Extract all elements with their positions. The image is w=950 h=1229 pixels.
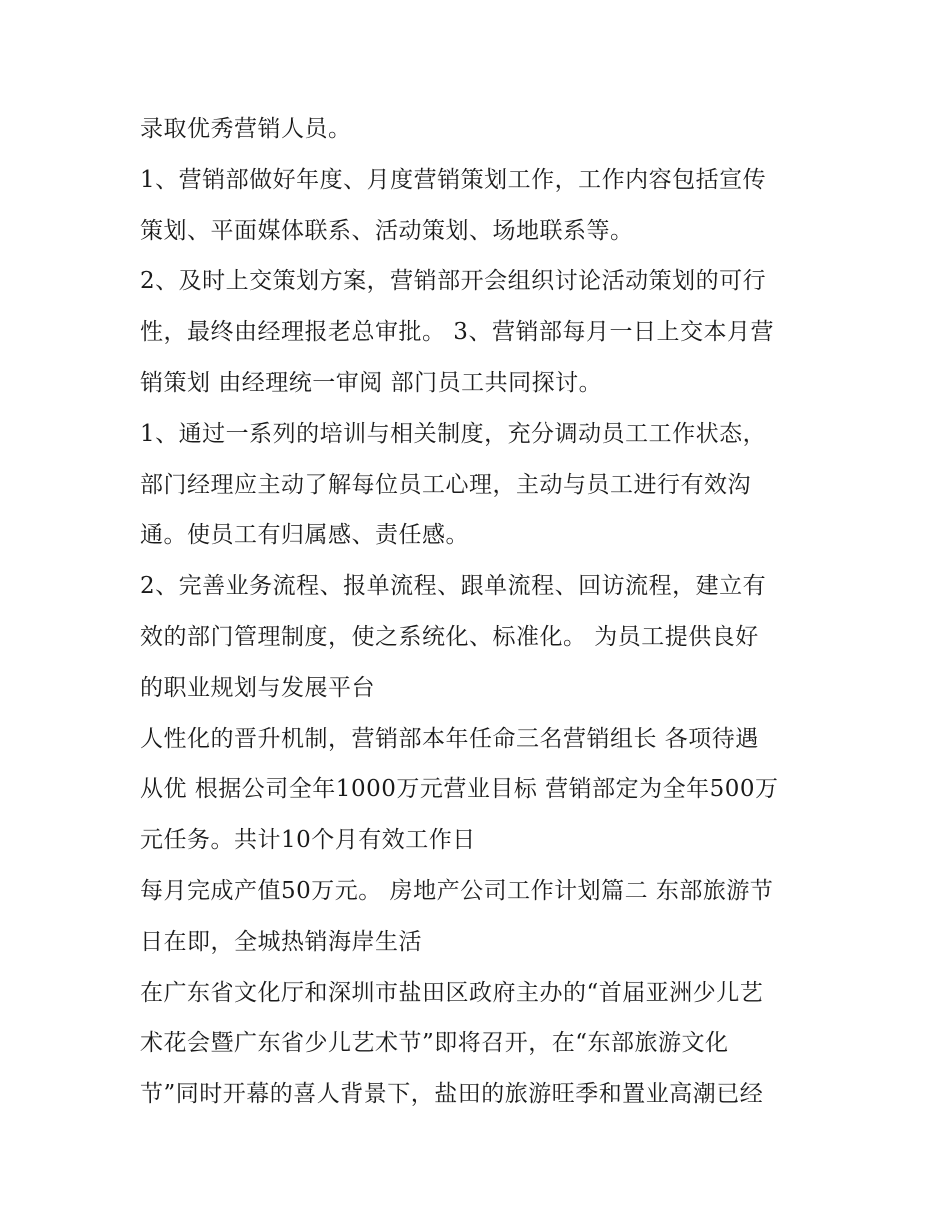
text-line: 节”同时开幕的喜人背景下，盐田的旅游旺季和置业高潮已经 [140,1081,764,1108]
text-line: 性，最终由经理报老总审批。 3、营销部每月一日上交本月营 [140,319,774,346]
text-line: 日在即，全城热销海岸生活 [140,928,422,955]
text-line: 录取优秀营销人员。 [140,116,352,142]
text-line: 每月完成产值50万元。 房地产公司工作计划篇二 东部旅游节 [140,877,774,904]
text-line: 在广东省文化厅和深圳市盐田区政府主办的“首届亚洲少儿艺 [140,979,764,1006]
document-body [140,107,840,1123]
text-line: 通。使员工有归属感、责任感。 [140,522,469,549]
text-line: 的职业规划与发展平台 [140,674,375,701]
text-line: 2、及时上交策划方案，营销部开会组织讨论活动策划的可行 [140,268,767,295]
text-line: 销策划 由经理统一审阅 部门员工共同探讨。 [140,369,603,396]
text-line: 1、营销部做好年度、月度营销策划工作，工作内容包括宣传 [140,166,767,193]
text-line: 2、完善业务流程、报单流程、跟单流程、回访流程，建立有 [140,573,767,600]
text-line: 1、通过一系列的培训与相关制度，充分调动员工工作状态， [140,420,767,447]
text-line: 元任务。共计10个月有效工作日 [140,827,476,854]
text-line: 从优 根据公司全年1000万元营业目标 营销部定为全年500万 [140,776,779,803]
text-line: 策划、平面媒体联系、活动策划、场地联系等。 [140,217,634,244]
text-line: 人性化的晋升机制，营销部本年任命三名营销组长 各项待遇 [140,725,759,752]
text-line: 效的部门管理制度，使之系统化、标准化。 为员工提供良好 [140,623,759,650]
text-line: 术花会暨广东省少儿艺术节”即将召开，在“东部旅游文化 [140,1030,729,1057]
text-line: 部门经理应主动了解每位员工心理，主动与员工进行有效沟 [140,471,751,498]
